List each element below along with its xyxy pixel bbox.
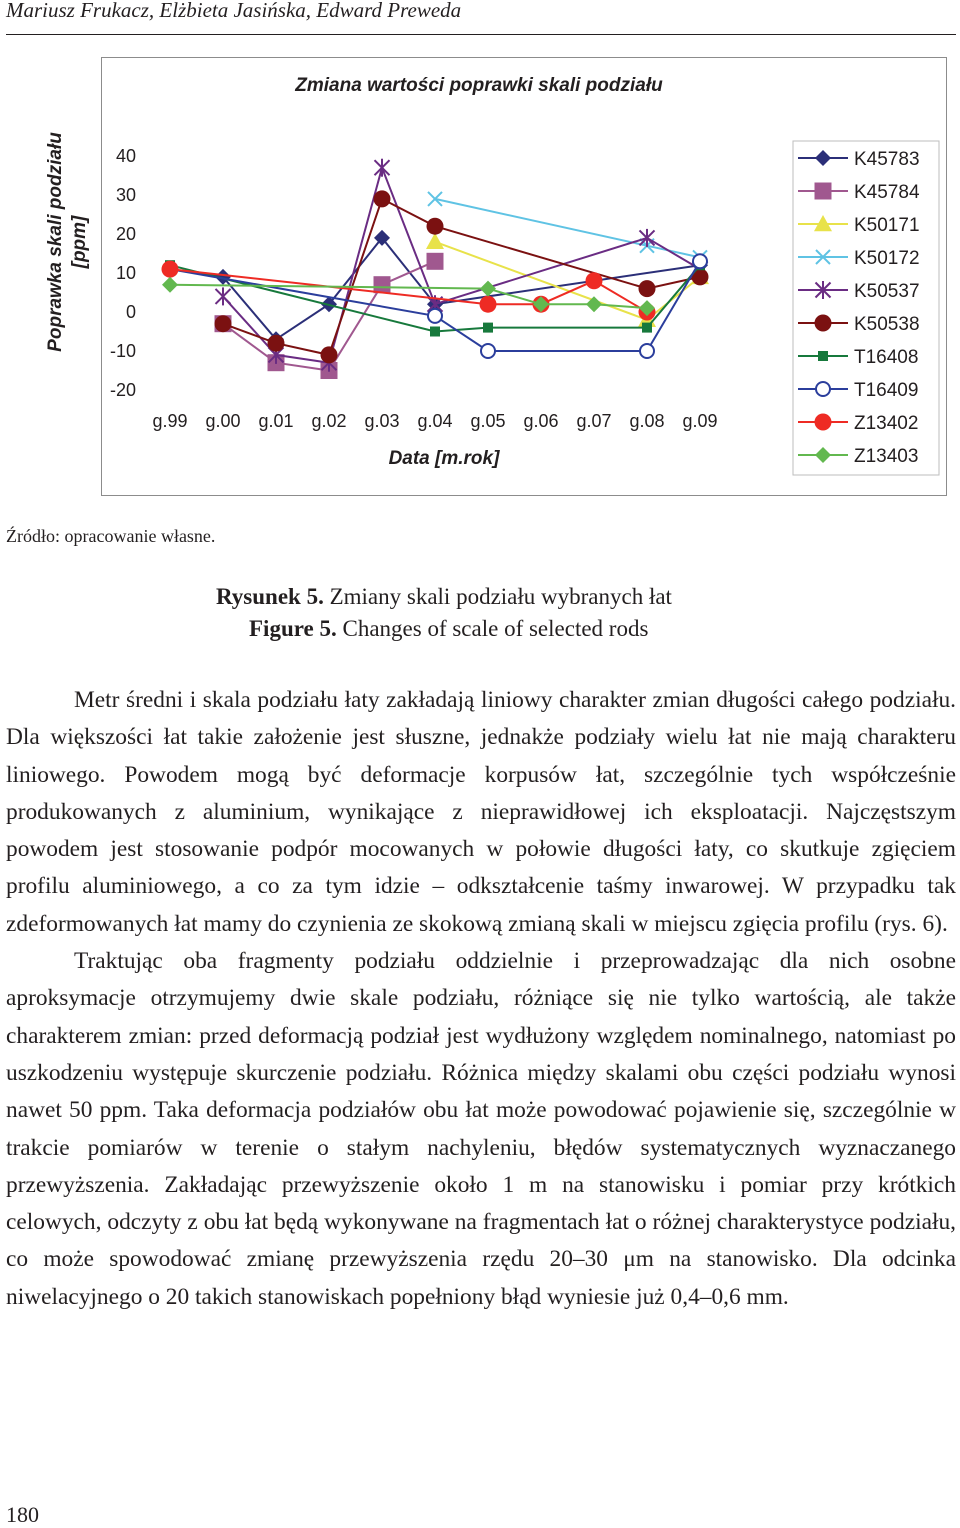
data-point bbox=[426, 233, 444, 249]
page-number: 180 bbox=[6, 1502, 39, 1527]
data-point bbox=[215, 315, 232, 332]
legend-label: T16408 bbox=[854, 347, 919, 368]
y-tick-label: 30 bbox=[115, 185, 136, 205]
legend-label: K50538 bbox=[854, 314, 920, 335]
legend-label: Z13403 bbox=[854, 446, 919, 467]
data-point bbox=[162, 277, 178, 293]
y-tick-label: 40 bbox=[115, 146, 136, 166]
y-tick-label: 10 bbox=[115, 263, 136, 283]
data-point bbox=[374, 190, 391, 207]
series-line bbox=[435, 242, 700, 320]
legend-label: Z13402 bbox=[854, 413, 919, 434]
x-tick-label: g.04 bbox=[417, 411, 453, 431]
caption-en-label: Figure 5. bbox=[249, 616, 337, 641]
header-rule bbox=[6, 34, 956, 35]
x-tick-label: g.06 bbox=[523, 411, 559, 431]
line-chart bbox=[45, 58, 946, 495]
data-point bbox=[428, 309, 442, 323]
data-point bbox=[642, 323, 652, 333]
data-point bbox=[480, 296, 497, 313]
body-text bbox=[6, 682, 956, 1316]
data-point bbox=[586, 272, 603, 289]
legend-label: K50172 bbox=[854, 248, 920, 269]
x-tick-label: g.99 bbox=[152, 411, 188, 431]
data-point bbox=[481, 344, 495, 358]
data-point bbox=[427, 253, 444, 270]
series-line bbox=[170, 269, 647, 312]
figure-caption-pl bbox=[216, 584, 672, 610]
x-tick-label: g.08 bbox=[629, 411, 665, 431]
data-point bbox=[162, 261, 179, 278]
legend-label: T16409 bbox=[854, 380, 919, 401]
series-K50537 bbox=[216, 159, 708, 372]
data-point bbox=[815, 315, 832, 332]
y-tick-label: -10 bbox=[109, 341, 136, 361]
x-axis-label: Data [m.rok] bbox=[388, 448, 500, 469]
legend-label: K50537 bbox=[854, 281, 920, 302]
legend-label: K45784 bbox=[854, 182, 920, 203]
y-tick-label: 20 bbox=[115, 224, 136, 244]
data-point bbox=[321, 346, 338, 363]
paragraph: Traktując oba fragmenty podziału oddzielnie i przeprowadzając dla nich osobne aproksymacje otrzymujemy dwie skale podziału, różniące się nie tylko wartością, ale także charakterem zmian: przed deformacją podział jest wydłużony względem nominalnego, natomiast po uszkodzeniu występuje skurczenie podziału. Różnica między skalami obu części podziału wynosi nawet 50 ppm. Taka deformacja podziałów obu łat może powodować pojawienie się, szczególnie w trakcie pomiarów w terenie o stałym nachyleniu, błędów systematycznych wyznaczanego przewyższenia. Zakładając przewyższenie około 1 m na stanowisku i pomiar przy krótkich celowych, odczyty z obu łat będą wykonywane na fragmentach łat o różnej charakterystyce podziału, co może spowodować zmianę przewyższenia rzędu 20–30 μm na stanowisko. Dla odcinka niwelacyjnego o 20 takich stanowiskach popełniony błąd wyniesie już 0,4–0,6 mm. bbox=[6, 948, 956, 1310]
series-K50172 bbox=[428, 192, 707, 265]
chart-legend bbox=[793, 141, 939, 475]
chart-frame bbox=[45, 57, 947, 496]
x-tick-label: g.02 bbox=[311, 411, 347, 431]
y-tick-label: 0 bbox=[125, 302, 136, 322]
series-line bbox=[435, 199, 700, 258]
data-point bbox=[480, 281, 496, 297]
y-tick-label: -20 bbox=[109, 380, 136, 400]
data-point bbox=[815, 414, 832, 431]
chart-title: Zmiana wartości poprawki skali podziału bbox=[295, 75, 663, 96]
x-tick-label: g.09 bbox=[682, 411, 718, 431]
data-point bbox=[639, 280, 656, 297]
data-point bbox=[818, 351, 828, 361]
x-tick-label: g.00 bbox=[205, 411, 241, 431]
figure-caption-en bbox=[249, 616, 648, 642]
paragraph: Metr średni i skala podziału łaty zakładają liniowy charakter zmian długości całego podziału. Dla większości łat takie założenie jest słuszne, jednakże podziały wielu łat nie mają charakteru liniowego. Powodem mogą być deformacje korpusów łat, szczególnie tych współcześnie produkowanych z aluminium, wynikające z nieprawidłowej ich eksploatacji. Najczęstszym powodem jest stosowanie podpór mocowanych w połowie długości łaty, co skutkuje zgięciem profilu aluminiowego, a co za tym idzie – odkształcenie taśmy inwarowej. W przypadku tak zdeformowanych łat mamy do czynienia ze skokową zmianą skali w miejscu zgięcia profilu (rys. 6). bbox=[6, 687, 956, 937]
y-axis-label: Poprawka skali podziału bbox=[45, 132, 66, 352]
data-point bbox=[693, 254, 707, 268]
caption-pl-text: Zmiany skali podziału wybranych łat bbox=[329, 584, 672, 609]
x-tick-label: g.07 bbox=[576, 411, 612, 431]
data-point bbox=[427, 218, 444, 235]
data-point bbox=[430, 327, 440, 337]
figure-source: Źródło: opracowanie własne. bbox=[6, 526, 216, 546]
series-K50538 bbox=[215, 190, 709, 363]
data-point bbox=[640, 344, 654, 358]
y-axis-label-unit: [ppm] bbox=[69, 215, 90, 269]
data-point bbox=[815, 183, 832, 200]
series-K50171 bbox=[426, 233, 709, 327]
caption-pl-label: Rysunek 5. bbox=[216, 584, 324, 609]
caption-en-text: Changes of scale of selected rods bbox=[342, 616, 649, 641]
data-point bbox=[483, 323, 493, 333]
x-tick-label: g.01 bbox=[258, 411, 294, 431]
legend-label: K45783 bbox=[854, 149, 920, 170]
data-point bbox=[640, 229, 655, 247]
x-tick-label: g.05 bbox=[470, 411, 506, 431]
data-point bbox=[375, 159, 390, 177]
data-point bbox=[816, 382, 830, 396]
data-point bbox=[374, 276, 391, 293]
data-point bbox=[216, 287, 231, 305]
series-line bbox=[223, 199, 700, 355]
running-header-authors: Mariusz Frukacz, Elżbieta Jasińska, Edward Preweda bbox=[6, 0, 462, 22]
legend-label: K50171 bbox=[854, 215, 920, 236]
x-tick-label: g.03 bbox=[364, 411, 400, 431]
data-point bbox=[268, 335, 285, 352]
data-point bbox=[428, 192, 442, 206]
